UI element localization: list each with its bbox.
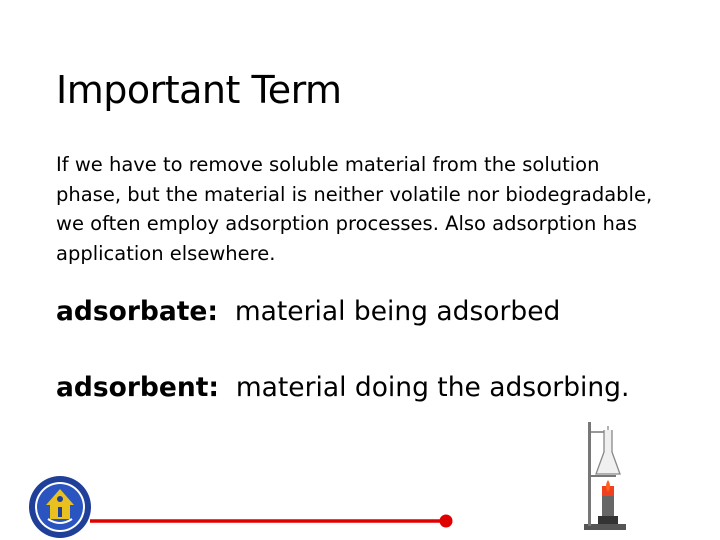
term-definition: material doing the adsorbing.: [235, 372, 630, 403]
decorative-red-line: [90, 514, 456, 528]
term-adsorbent: [56, 372, 629, 403]
term-label: adsorbent:: [56, 372, 219, 403]
intro-paragraph: If we have to remove soluble material from the solution phase, but the material is neither volatile nor biodegradable, we often employ adsorption processes. Also adsorption has application elsewhere.: [56, 153, 653, 265]
term-adsorbate: [56, 296, 560, 327]
term-label: adsorbate:: [56, 296, 218, 327]
university-seal-logo: [28, 475, 92, 539]
term-definition: material being adsorbed: [234, 296, 561, 327]
lab-apparatus-illustration: [578, 420, 638, 532]
slide-title: Important Term: [56, 68, 342, 112]
